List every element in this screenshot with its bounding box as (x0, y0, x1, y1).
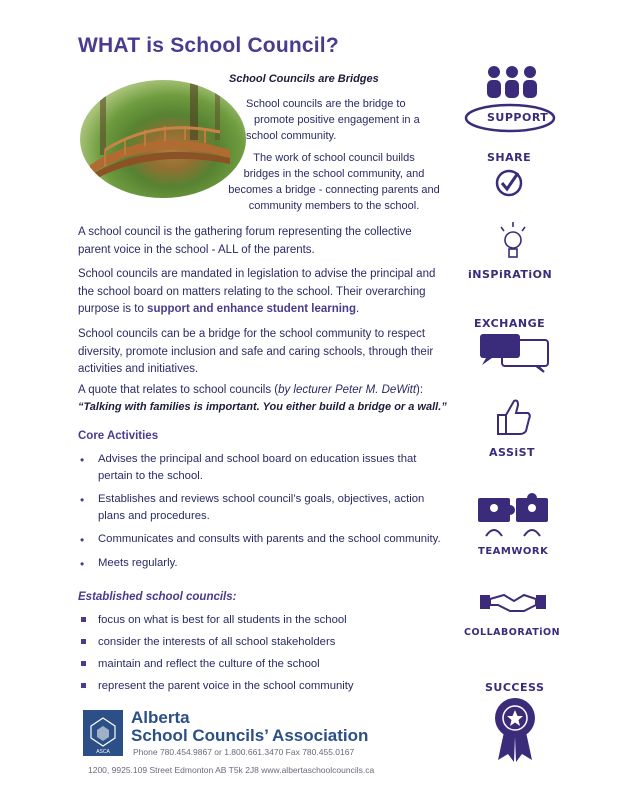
intro2-line: becomes a bridge - connecting parents and (228, 184, 440, 196)
org-name (131, 709, 368, 745)
square-bullet-icon (81, 639, 86, 644)
icon-column (452, 60, 572, 760)
share-label: SHARE (487, 151, 532, 164)
bullet-icon: • (80, 533, 85, 547)
logo-text: ASCA (96, 749, 110, 755)
bridges-heading: School Councils are Bridges (229, 73, 379, 85)
inspiration-label: iNSPiRATiON (468, 268, 553, 281)
list-item-text: Communicates and consults with parents and the school community. (98, 533, 441, 545)
list-item-text: focus on what is best for all students in the school (98, 614, 347, 626)
bullet-icon: • (80, 453, 85, 467)
square-bullet-icon (81, 617, 86, 622)
award-ribbon-icon (492, 696, 538, 762)
quote-intro-text: A quote that relates to school councils ( (78, 384, 279, 396)
bullet-icon: • (80, 556, 85, 571)
intro1-line: school community. (246, 130, 337, 142)
paragraph-mandate (78, 266, 443, 319)
support-label: SUPPORT (487, 111, 549, 124)
list-item (78, 656, 443, 672)
paragraph-quote-intro (78, 382, 443, 400)
intro-text-1 (246, 96, 436, 144)
contact-address: 1200, 9925.109 Street Edmonton AB T5k 2J8 www.albertaschoolcouncils.ca (88, 765, 375, 775)
collaboration-label: COLLABORATiON (464, 627, 561, 638)
quote-intro-end: ): (416, 384, 424, 396)
mandate-text: School councils are mandated in legislation to advise the principal and the school board on matters relating to the school. Their overarching purpose is to (78, 268, 436, 315)
bullet-icon: • (80, 493, 85, 507)
intro-text-2 (228, 150, 440, 214)
lightbulb-icon (496, 222, 530, 262)
mandate-end: . (355, 303, 360, 315)
list-item-text: Advises the principal and school board on education issues that pertain to the school. (98, 453, 417, 482)
bridge-photo (80, 80, 246, 198)
list-item-text: Establishes and reviews school council’s goals, objectives, action plans and procedures. (98, 493, 425, 522)
core-activities-heading: Core Activities (78, 430, 159, 442)
square-bullet-icon (81, 683, 86, 688)
org-name-line2: School Councils’ Association (131, 726, 369, 745)
list-item (78, 634, 443, 650)
intro1-line: School councils are the bridge to (246, 98, 406, 110)
intro2-line: community members to the school. (248, 200, 420, 212)
list-item-text: maintain and reflect the culture of the school (98, 658, 320, 670)
exchange-label: EXCHANGE (474, 317, 546, 330)
handshake-icon (480, 587, 546, 617)
intro2-line: The work of school council builds (253, 152, 415, 164)
puzzle-teamwork-icon (476, 492, 550, 538)
square-bullet-icon (81, 661, 86, 666)
list-item (78, 451, 443, 484)
org-name-line1: Alberta (131, 708, 190, 727)
list-item-text: represent the parent voice in the school community (98, 680, 354, 692)
thumbs-up-icon (496, 397, 532, 437)
checkmark-icon (494, 168, 524, 198)
intro1-line: promote positive engagement in a (254, 114, 420, 126)
list-item-text: consider the interests of all school stakeholders (98, 636, 336, 648)
mandate-emphasis: support and enhance student learning (147, 303, 356, 315)
teamwork-label: TEAMWORK (478, 546, 549, 557)
asca-logo (83, 710, 123, 756)
paragraph-forum: A school council is the gathering forum representing the collective parent voice in the school - ALL of the parents. (78, 226, 412, 256)
core-activities-list (78, 451, 443, 578)
paragraph-bridge: School councils can be a bridge for the school community to respect diversity, promote inclusion and safe and caring schools, through their activities and initiatives. (78, 328, 434, 375)
list-item (78, 531, 443, 548)
contact-phone: Phone 780.454.9867 or 1.800.661.3470 Fax 780.455.0167 (133, 747, 355, 757)
assist-label: ASSiST (489, 446, 536, 459)
established-heading: Established school councils: (78, 591, 237, 603)
quote: “Talking with families is important. You either build a bridge or a wall.” (78, 401, 447, 413)
list-item (78, 491, 443, 524)
list-item (78, 555, 443, 572)
page-title: WHAT is School Council? (78, 34, 339, 57)
established-list (78, 612, 443, 700)
list-item (78, 678, 443, 694)
list-item (78, 612, 443, 628)
success-label: SUCCESS (485, 681, 545, 694)
quote-author: by lecturer Peter M. DeWitt (278, 384, 417, 396)
speech-bubbles-icon (478, 332, 552, 374)
intro2-line: bridges in the school community, and (243, 168, 425, 180)
list-item-text: Meets regularly. (98, 556, 178, 569)
